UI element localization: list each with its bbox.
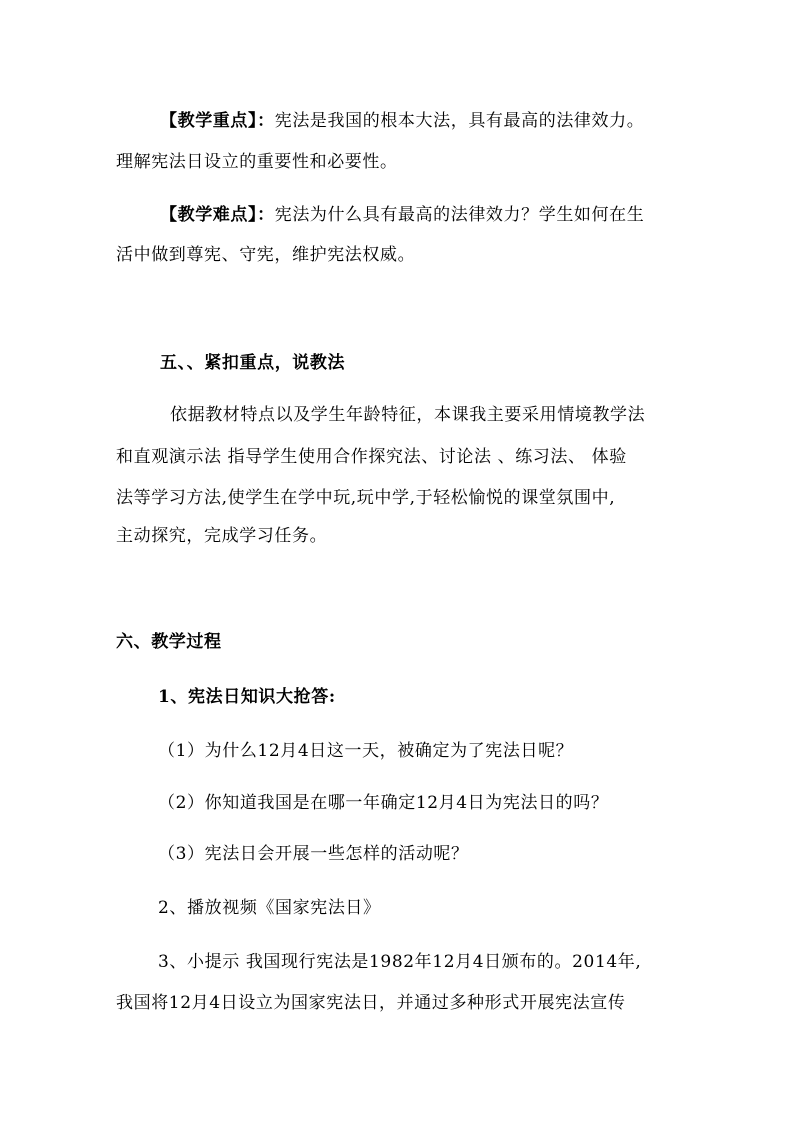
- key-points-colon: ：: [257, 111, 275, 131]
- question-item: （3）宪法日会开展一些怎样的活动呢？: [158, 844, 469, 864]
- section-6-item-3-line-2: 我国将12月4日设立为国家宪法日，并通过多种形式开展宪法宣传: [116, 993, 626, 1013]
- key-points-line-2: 理解宪法日设立的重要性和必要性。: [116, 152, 398, 172]
- section-5-paragraph-line: 法等学习方法,使学生在学中玩,玩中学,于轻松愉悦的课堂氛围中,: [116, 488, 616, 508]
- key-points-line-1: [160, 109, 644, 133]
- key-points-text: 宪法是我国的根本大法，具有最高的法律效力。: [274, 111, 645, 131]
- section-6-item-2: 2、播放视频《国家宪法日》: [158, 898, 381, 918]
- difficult-points-text: 宪法为什么具有最高的法律效力？学生如何在生: [274, 205, 645, 225]
- section-5-paragraph-line: 依据教材特点以及学生年龄特征，本课我主要采用情境教学法: [170, 405, 646, 425]
- key-points-heading: 【教学重点】: [160, 111, 258, 131]
- difficult-points-line-2: 活中做到尊宪、守宪，维护宪法权威。: [116, 245, 416, 265]
- question-item: （2）你知道我国是在哪一年确定12月4日为宪法日的吗？: [158, 793, 609, 813]
- difficult-points-heading: 【教学难点】: [160, 205, 258, 225]
- section-5-title: 五、、紧扣重点，说教法: [160, 353, 346, 373]
- section-5-paragraph-line: 和直观演示法 指导学生使用合作探究法、讨论法 、练习法、 体验: [116, 447, 627, 467]
- difficult-points-line-1: [160, 203, 644, 227]
- section-6-item-1-title: 1、宪法日知识大抢答:: [158, 687, 336, 707]
- section-6-item-3-line-1: 3、小提示 我国现行宪法是1982年12月4日颁布的。2014年,: [158, 952, 642, 972]
- question-item: （1）为什么12月4日这一天，被确定为了宪法日呢？: [158, 741, 574, 761]
- difficult-points-colon: ：: [257, 205, 275, 225]
- section-5-paragraph-line: 主动探究，完成学习任务。: [116, 526, 328, 546]
- section-6-title: 六、教学过程: [116, 632, 222, 652]
